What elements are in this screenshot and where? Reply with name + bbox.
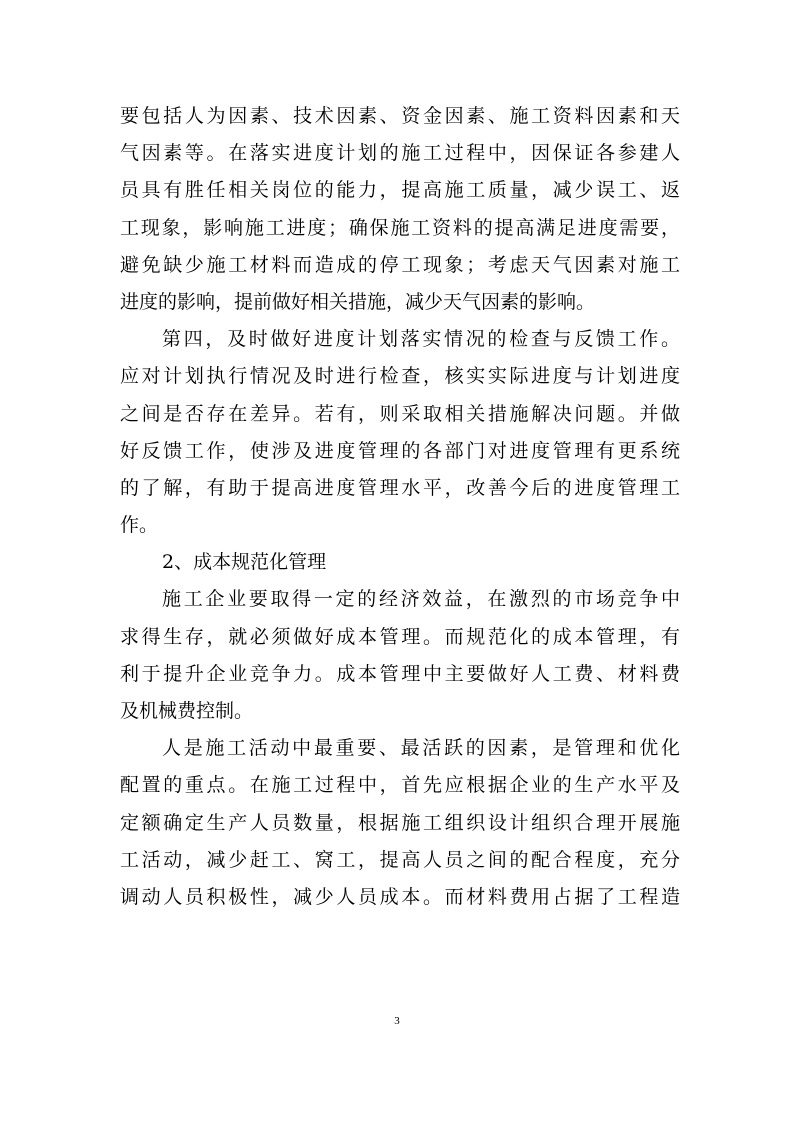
text-line: 的了解，有助于提高进度管理水平，改善今后的进度管理工 xyxy=(120,476,680,499)
text-line: 工活动，减少赶工、窝工，提高人员之间的配合程度，充分 xyxy=(120,848,680,871)
text-line: 人是施工活动中最重要、最活跃的因素，是管理和优化 xyxy=(162,737,680,760)
page-number: 3 xyxy=(394,1015,400,1027)
body-text xyxy=(120,98,680,916)
text-line: 第四，及时做好进度计划落实情况的检查与反馈工作。 xyxy=(162,328,680,351)
section-heading-cost-management xyxy=(120,544,680,581)
text-line: 避免缺少施工材料而造成的停工现象；考虑天气因素对施工 xyxy=(120,253,680,276)
text-line: 应对计划执行情况及时进行检查，核实实际进度与计划进度 xyxy=(120,365,680,388)
text-line: 工现象，影响施工进度；确保施工资料的提高满足进度需要， xyxy=(120,216,680,239)
text-line: 进度的影响，提前做好相关措施，减少天气因素的影响。 xyxy=(120,290,596,313)
text-line: 调动人员积极性，减少人员成本。而材料费用占据了工程造 xyxy=(120,885,680,908)
text-line: 及机械费控制。 xyxy=(120,700,254,722)
text-line: 之间是否存在差异。若有，则采取相关措施解决问题。并做 xyxy=(120,402,680,425)
text-line: 2、成本规范化管理 xyxy=(162,551,327,574)
text-line: 配置的重点。在施工过程中，首先应根据企业的生产水平及 xyxy=(120,774,680,797)
text-line: 利于提升企业竞争力。成本管理中主要做好人工费、材料费 xyxy=(120,662,680,685)
paragraph-fourth-point xyxy=(120,321,680,544)
text-line: 定额确定生产人员数量，根据施工组织设计组织合理开展施 xyxy=(120,811,680,834)
text-line: 好反馈工作，使涉及进度管理的各部门对进度管理有更系统 xyxy=(120,439,680,462)
paragraph-cost-intro xyxy=(120,581,680,730)
text-line: 员具有胜任相关岗位的能力，提高施工质量，减少误工、返 xyxy=(120,179,680,202)
paragraph-personnel-cost xyxy=(120,730,680,916)
text-line: 施工企业要取得一定的经济效益，在激烈的市场竞争中 xyxy=(162,588,680,611)
paragraph-factors-continuation xyxy=(120,98,680,321)
text-line: 气因素等。在落实进度计划的施工过程中，因保证各参建人 xyxy=(120,142,680,165)
text-line: 作。 xyxy=(120,514,159,537)
text-line: 要包括人为因素、技术因素、资金因素、施工资料因素和天 xyxy=(120,105,680,127)
text-line: 求得生存，就必须做好成本管理。而规范化的成本管理，有 xyxy=(120,625,680,648)
